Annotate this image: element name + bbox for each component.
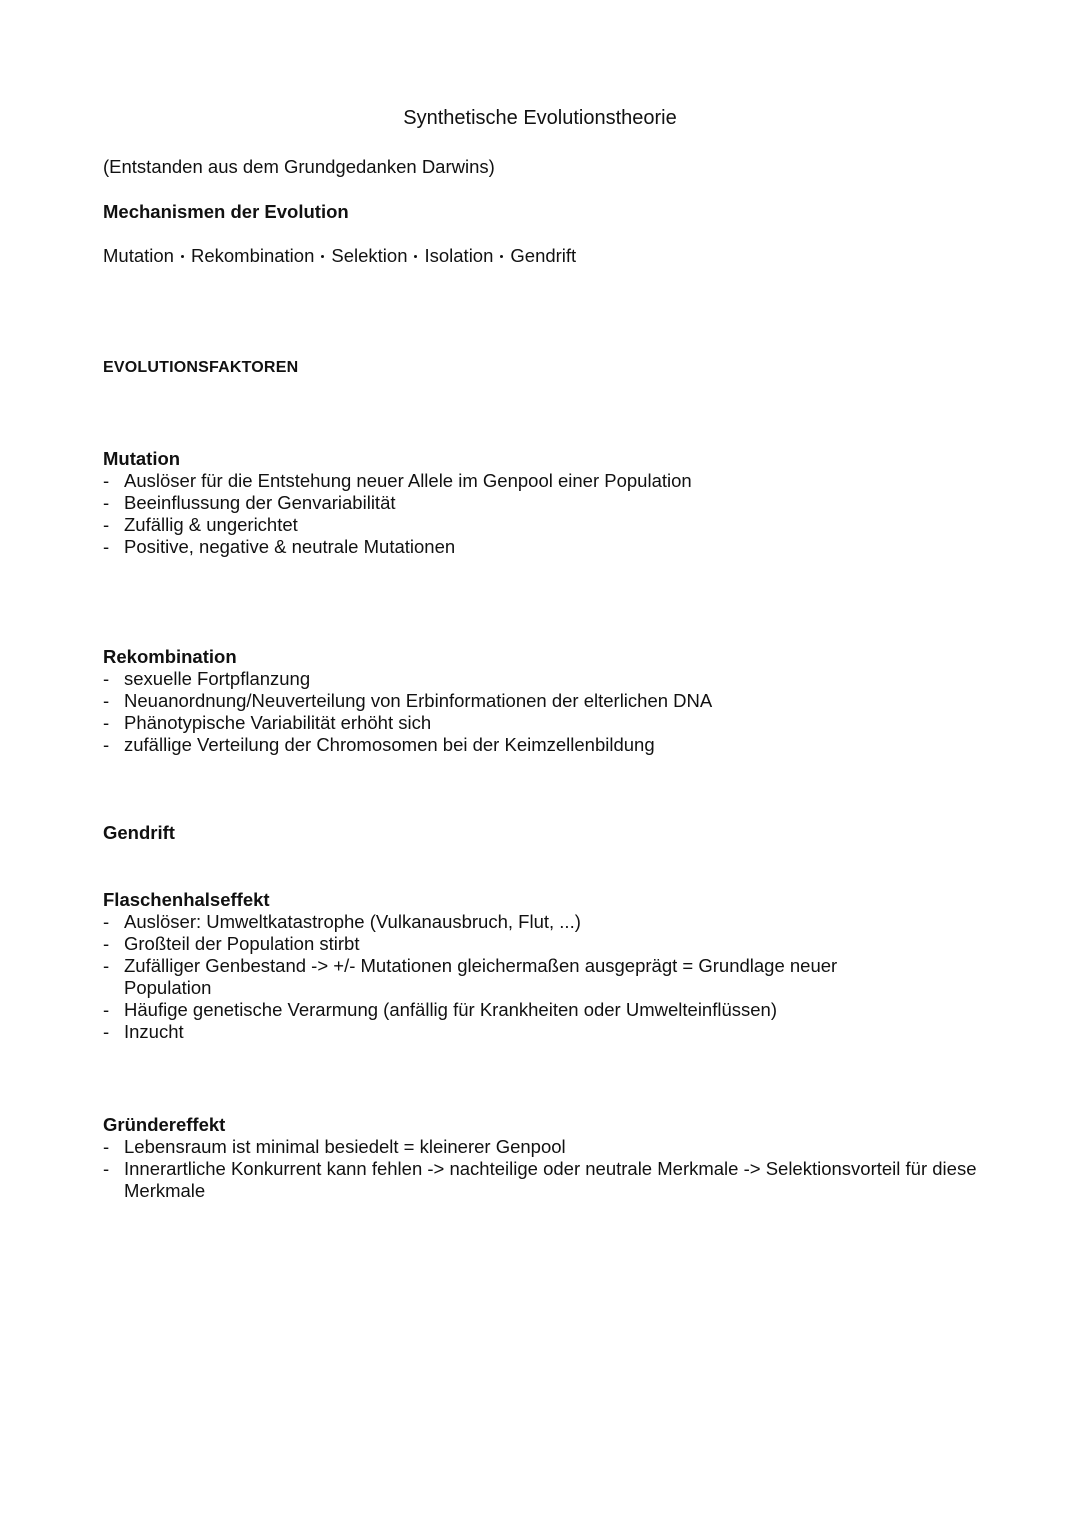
gruender-heading: Gründereffekt [103, 1114, 226, 1135]
list-item-text: Großteil der Population stirbt [124, 933, 360, 954]
gruender-list [103, 1136, 983, 1202]
list-item-text: Innerartliche Konkurrent kann fehlen -> nachteilige oder neutrale Merkmale -> Selektionsvorteil für diese Merkmale [124, 1158, 977, 1201]
mechanisms-heading: Mechanismen der Evolution [103, 201, 349, 222]
list-item [103, 1021, 923, 1043]
mutation-list [103, 470, 983, 558]
dash-marker: - [103, 955, 110, 976]
list-item [103, 470, 983, 492]
list-item-text: Neuanordnung/Neuverteilung von Erbinformationen der elterlichen DNA [124, 690, 713, 711]
bullet-separator [414, 255, 417, 258]
rekombination-list [103, 668, 983, 756]
dash-marker: - [103, 470, 110, 491]
list-item-text: Auslöser: Umweltkatastrophe (Vulkanausbruch, Flut, ...) [124, 911, 581, 932]
mechanism-item: Rekombination [190, 245, 315, 266]
page-title: Synthetische Evolutionstheorie [403, 107, 677, 129]
dash-marker: - [103, 1021, 110, 1042]
flaschenhals-heading: Flaschenhalseffekt [103, 889, 270, 910]
intro-text: (Entstanden aus dem Grundgedanken Darwins) [103, 156, 495, 177]
list-item [103, 911, 923, 933]
mechanism-item: Isolation [424, 245, 494, 266]
list-item-text: Häufige genetische Verarmung (anfällig für Krankheiten oder Umwelteinflüssen) [124, 999, 777, 1020]
list-item [103, 492, 983, 514]
dash-marker: - [103, 668, 110, 689]
list-item [103, 999, 923, 1021]
list-item-text: Zufällig & ungerichtet [124, 514, 298, 535]
dash-marker: - [103, 1158, 110, 1179]
dash-marker: - [103, 734, 110, 755]
list-item [103, 1158, 983, 1202]
dash-marker: - [103, 911, 110, 932]
mutation-heading: Mutation [103, 448, 181, 469]
dash-marker: - [103, 999, 110, 1020]
list-item [103, 536, 983, 558]
dash-marker: - [103, 514, 110, 535]
gendrift-heading: Gendrift [103, 822, 175, 843]
bullet-separator [321, 255, 324, 258]
list-item [103, 690, 983, 712]
list-item [103, 668, 983, 690]
list-item [103, 955, 923, 999]
mechanism-item: Selektion [331, 245, 408, 266]
list-item-text: Auslöser für die Entstehung neuer Allele im Genpool einer Population [124, 470, 692, 491]
rekombination-heading: Rekombination [103, 646, 237, 667]
list-item [103, 712, 983, 734]
list-item-text: Beeinflussung der Genvariabilität [124, 492, 396, 513]
list-item-text: Positive, negative & neutrale Mutationen [124, 536, 456, 557]
bullet-separator [500, 255, 503, 258]
list-item-text: Phänotypische Variabilität erhöht sich [124, 712, 432, 733]
mechanism-item: Gendrift [510, 245, 577, 266]
dash-marker: - [103, 933, 110, 954]
list-item-text: zufällige Verteilung der Chromosomen bei der Keimzellenbildung [124, 734, 655, 755]
list-item [103, 514, 983, 536]
list-item-text: sexuelle Fortpflanzung [124, 668, 311, 689]
dash-marker: - [103, 712, 110, 733]
mechanism-item: Mutation [103, 245, 174, 266]
list-item [103, 734, 983, 756]
list-item-text: Lebensraum ist minimal besiedelt = kleinerer Genpool [124, 1136, 566, 1157]
list-item-text: Inzucht [124, 1021, 184, 1042]
flaschenhals-list [103, 911, 923, 1043]
list-item-text: Zufälliger Genbestand -> +/- Mutationen gleichermaßen ausgeprägt = Grundlage neuer Population [124, 955, 838, 998]
dash-marker: - [103, 1136, 110, 1157]
dash-marker: - [103, 492, 110, 513]
factors-heading: EVOLUTIONSFAKTOREN [103, 359, 299, 376]
dash-marker: - [103, 690, 110, 711]
mechanisms-list [103, 245, 576, 267]
list-item [103, 933, 923, 955]
list-item [103, 1136, 983, 1158]
dash-marker: - [103, 536, 110, 557]
bullet-separator [181, 255, 184, 258]
